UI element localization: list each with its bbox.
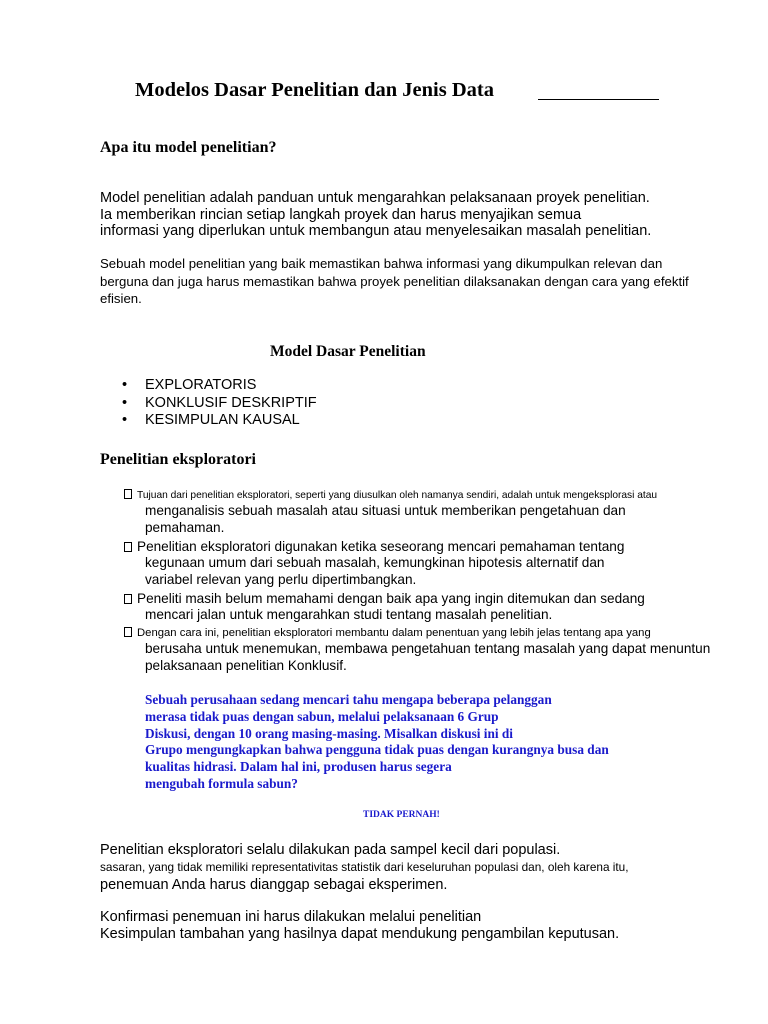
checkbox-icon — [124, 542, 132, 552]
bullet-icon: • — [122, 394, 128, 411]
example-line: Diskusi, dengan 10 orang masing-masing. Misalkan diskusi ini di — [145, 726, 513, 741]
paragraph-line: efisien. — [100, 291, 142, 306]
point-continuation: mencari jalan untuk mengarahkan studi tentang masalah penelitian. — [145, 607, 553, 622]
bullet-icon: • — [122, 377, 128, 393]
point-continuation: pelaksanaan penelitian Konklusif. — [145, 658, 347, 673]
point-continuation: berusaha untuk menemukan, membawa pengetahuan tentang masalah yang dapat menuntun — [145, 641, 711, 656]
list-item-label: KESIMPULAN KAUSAL — [145, 412, 300, 429]
checkbox-icon — [124, 627, 132, 637]
example-line: merasa tidak puas dengan sabun, melalui pelaksanaan 6 Grup — [145, 709, 499, 724]
paragraph-line: Penelitian eksploratori selalu dilakukan pada sampel kecil dari populasi. — [100, 842, 561, 858]
paragraph-line: Sebuah model penelitian yang baik memastikan bahwa informasi yang dikumpulkan relevan dan — [100, 256, 663, 271]
point-continuation: pemahaman. — [145, 520, 225, 535]
point-continuation: variabel relevan yang perlu dipertimbangkan. — [145, 572, 417, 587]
list-item-label: KONKLUSIF DESKRIPTIF — [145, 394, 317, 411]
tidak-pernah-label: TIDAK PERNAH! — [363, 810, 440, 820]
paragraph-line: penemuan Anda harus dianggap sebagai eksperimen. — [100, 877, 448, 893]
paragraph-line: Konfirmasi penemuan ini harus dilakukan melalui penelitian — [100, 909, 482, 925]
checkbox-point-line — [124, 539, 624, 554]
example-line: mengubah formula sabun? — [145, 776, 298, 791]
point-text: Tujuan dari penelitian eksploratori, seperti yang diusulkan oleh namanya sendiri, adalah untuk mengeksplorasi atau — [137, 490, 658, 501]
bullet-icon: • — [122, 412, 128, 429]
section-heading-apa-itu: Apa itu model penelitian? — [100, 139, 277, 156]
paragraph-line: informasi yang diperlukan untuk membangun atau menyelesaikan masalah penelitian. — [100, 223, 652, 239]
point-text: Penelitian eksploratori digunakan ketika seseorang mencari pemahaman tentang — [137, 539, 625, 554]
list-item — [122, 395, 317, 413]
point-continuation: menganalisis sebuah masalah atau situasi untuk memberikan pengetahuan dan — [145, 503, 626, 518]
section-heading-model-dasar: Model Dasar Penelitian — [270, 343, 426, 360]
example-line: kualitas hidrasi. Dalam hal ini, produsen harus segera — [145, 759, 452, 774]
paragraph-line: Ia memberikan rincian setiap langkah proyek dan harus menyajikan semua — [100, 206, 582, 223]
example-line: Sebuah perusahaan sedang mencari tahu mengapa beberapa pelanggan — [145, 692, 552, 707]
list-item — [122, 412, 317, 430]
document-title: Modelos Dasar Penelitian dan Jenis Data — [135, 79, 494, 101]
checkbox-icon — [124, 594, 132, 604]
point-text: Dengan cara ini, penelitian eksploratori membantu dalam penentuan yang lebih jelas tentang apa yang — [137, 627, 651, 639]
point-text: Peneliti masih belum memahami dengan baik apa yang ingin ditemukan dan sedang — [137, 591, 645, 606]
checkbox-point-line — [124, 591, 645, 606]
paragraph-line: Model penelitian adalah panduan untuk mengarahkan pelaksanaan proyek penelitian. — [100, 190, 650, 206]
checkbox-icon — [124, 489, 132, 499]
example-line: Grupo mengungkapkan bahwa pengguna tidak puas dengan kurangnya busa dan — [145, 742, 609, 757]
section-heading-eksploratori: Penelitian eksploratori — [100, 451, 256, 468]
model-list — [122, 377, 317, 430]
checkbox-point-line — [124, 627, 651, 639]
paragraph-line: berguna dan juga harus memastikan bahwa proyek penelitian dilaksanakan dengan cara yang efektif — [100, 273, 689, 289]
title-underline — [538, 99, 659, 100]
list-item-label: EXPLORATORIS — [145, 377, 257, 393]
point-continuation: kegunaan umum dari sebuah masalah, kemungkinan hipotesis alternatif dan — [145, 555, 605, 570]
list-item — [122, 377, 317, 395]
paragraph-line: Kesimpulan tambahan yang hasilnya dapat mendukung pengambilan keputusan. — [100, 926, 620, 942]
paragraph-line: sasaran, yang tidak memiliki representativitas statistik dari keseluruhan populasi dan, oleh karena itu, — [100, 860, 629, 874]
checkbox-point-line — [124, 489, 657, 501]
